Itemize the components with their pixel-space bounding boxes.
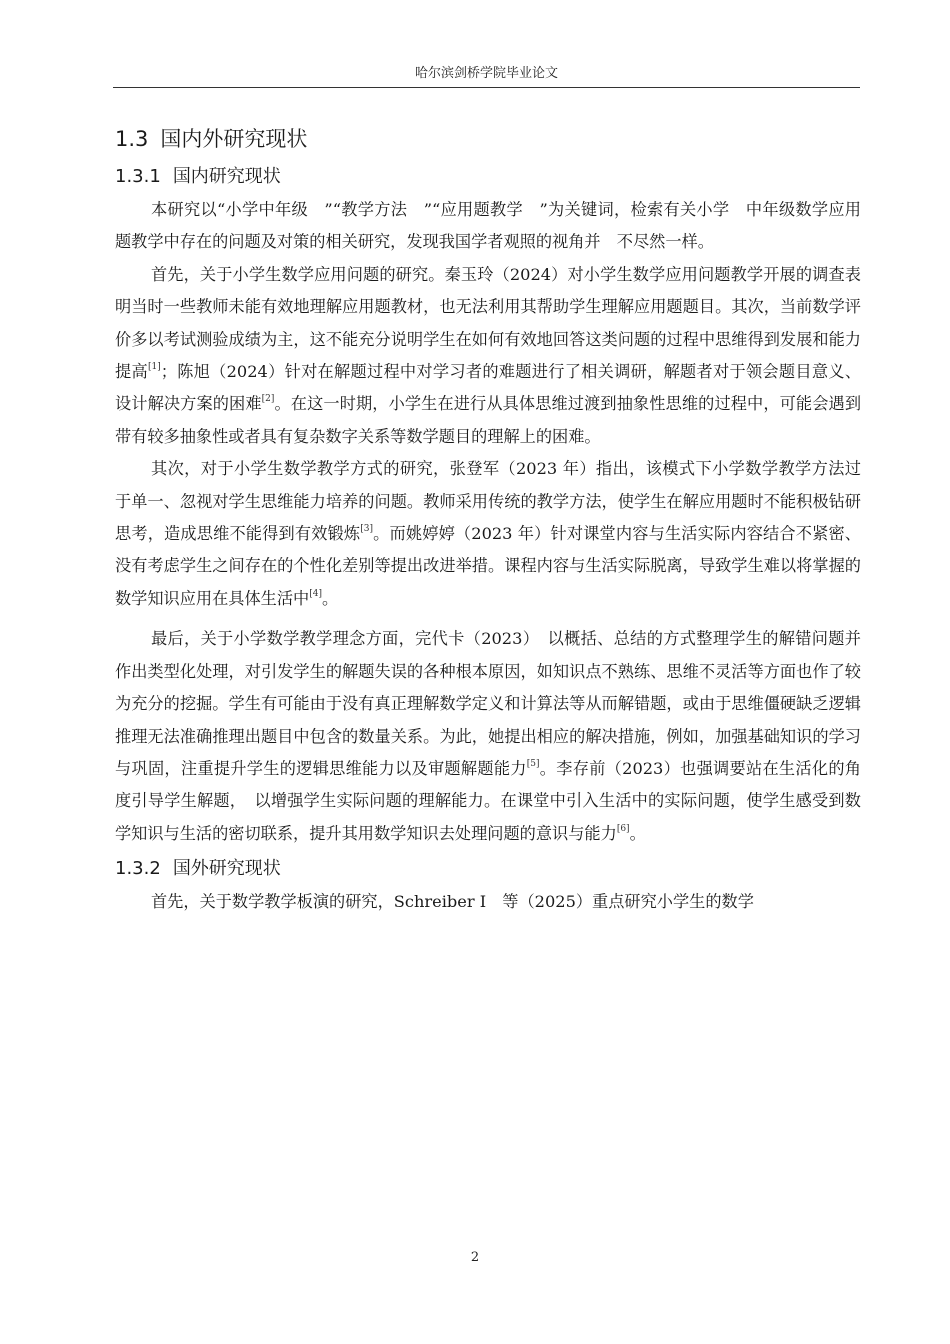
paragraph-4-text-a: 最后，关于小学数学教学理念方面，完代卡（2023） 以概括、总结的方式整理学生的解错问题并作出类型化处理，对引发学生的解题失误的各种根本原因，如知识点不熟练、思维不灵活等方面也作了较为充分的挖掘。学生有可能由于没有真正理解数学定义和计算法等从而解错题，或由于思维僵硬缺乏逻辑推理无法准确推理出题目中包含的数量关系。为此，她提出相应的解决措施，例如，加强基础知识的学习与巩固，注重提升学生的逻辑思维能力以及审题解题能力 xyxy=(115,629,861,778)
paragraph-3-text-b: 。而姚婷婷（2023 年）针对课堂内容与生活实际内容结合不紧密、没有考虑学生之间存在的个性化差别等提出改进举措。课程内容与生活实际脱离，导致学生难以将掌握的数学知识应用在具体生活中 xyxy=(115,524,861,608)
subsection-title: 国外研究现状 xyxy=(172,858,281,880)
paragraph-1: 本研究以“小学中年级 ”“教学方法 ”“应用题教学 ”为关键词，检索有关小学 中年级数学应用题教学中存在的问题及对策的相关研究，发现我国学者观照的视角并 不尽然一样。 xyxy=(115,200,861,252)
citation-3: [3] xyxy=(360,524,374,535)
citation-6: [6] xyxy=(616,823,630,834)
subsection-heading-domestic xyxy=(115,162,861,192)
subsection-number: 1.3.2 xyxy=(115,858,161,880)
section-number: 1.3 xyxy=(115,127,149,151)
subsection-title: 国内研究现状 xyxy=(172,166,281,187)
paragraph-3-text-a: 其次，对于小学生数学教学方式的研究，张登军（2023 年）指出，该模式下小学数学教学方法过于单一、忽视对学生思维能力培养的问题。教师采用传统的教学方法，使学生在解应用题时不能积极钻研思考，造成思维不能得到有效锻炼 xyxy=(115,459,861,544)
paragraph-4-text-b: 。李存前（2023）也强调要站在生活化的角度引导学生解题， 以增强学生实际问题的理解能力。在课堂中引入生活中的实际问题，使学生感受到数学知识与生活的密切联系，提升其用数学知识去处理问题的意识与能力 xyxy=(115,758,861,843)
section-title: 国内外研究现状 xyxy=(160,127,308,151)
document-body xyxy=(115,118,861,919)
paragraph-2-text-c: 。在这一时期，小学生在进行从具体思维过渡到抽象性思维的过程中，可能会遇到带有较多抽象性或者具有复杂数字关系等数学题目的理解上的困难。 xyxy=(115,394,862,446)
paragraph-2-text-a: 首先，关于小学生数学应用问题的研究。秦玉玲（2024）对小学生数学应用问题教学开展的调查表明当时一些教师未能有效地理解应用题教材，也无法利用其帮助学生理解应用题题目。其次，当前数学评价多以考试测验成绩为主，这不能充分说明学生在如何有效地回答这类问题的过程中思维得到发展和能力提高 xyxy=(115,264,861,382)
subsection-heading-foreign xyxy=(115,854,861,884)
subsection-number: 1.3.1 xyxy=(115,166,161,187)
section-heading xyxy=(115,124,861,154)
paragraph-3 xyxy=(115,453,861,615)
paragraph-3-text-c: 。 xyxy=(322,588,339,608)
paragraph-2 xyxy=(115,259,861,453)
paragraph-4 xyxy=(115,623,861,850)
citation-4: [4] xyxy=(309,588,322,599)
running-header: 哈尔滨剑桥学院毕业论文 xyxy=(414,66,558,81)
citation-1: [1] xyxy=(147,362,161,373)
paragraph-4-text-c: 。 xyxy=(629,823,646,843)
citation-5: [5] xyxy=(526,758,540,769)
citation-2: [2] xyxy=(261,394,275,405)
paragraph-5: 首先，关于数学教学板演的研究，Schreiber I 等（2025）重点研究小学生的数学 xyxy=(151,892,754,912)
page-number: 2 xyxy=(470,1250,480,1265)
header-rule xyxy=(113,87,860,88)
paragraph-2-text-b: ；陈旭（2024）针对在解题过程中对学习者的难题进行了相关调研，解题者对于领会题目意义、设计解决方案的困难 xyxy=(115,362,862,414)
